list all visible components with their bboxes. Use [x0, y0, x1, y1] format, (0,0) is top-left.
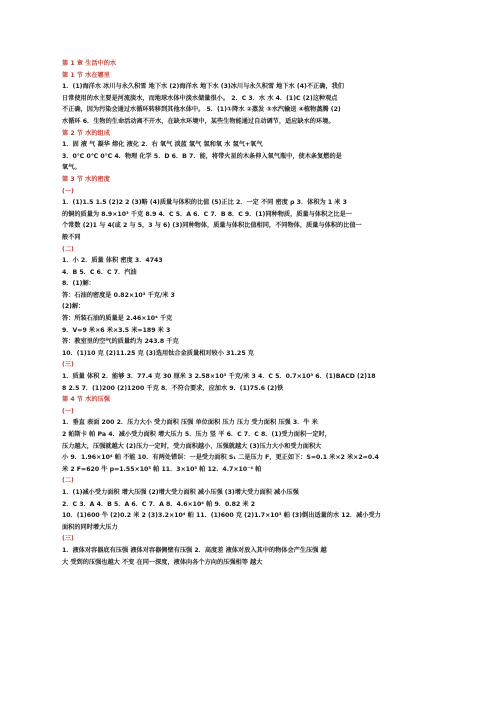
document-page: [62, 58, 436, 568]
answer-line: 2．C 3．A 4．B 5．A 6．C 7．A 8．4.6×10⁴ 帕 9．0.82 米 2: [62, 500, 256, 508]
answer-line: 8．(1)解：: [62, 280, 95, 288]
answer-line: 1．小 2．质量 体积 密度 3．4743: [62, 257, 163, 265]
answer-line: 小 9．1.96×10⁴ 帕 不能 10．有两处错误：一是受力面积 S₁ 二是压力 F，更正如下：S=0.1 米×2 米×2=0.4: [62, 454, 379, 462]
answer-line: 大 受到的压强也越大 不变 在同一深度，液体向各个方向的压强相等 越大: [62, 558, 263, 566]
answer-line: 水循环 6．生物的生命活动离不开水，在缺水环境中，某些生物能通过自动调节，适应缺水的环境。: [62, 117, 335, 125]
answer-line: 个常数 (2)1 与 4(或 2 与 5，3 与 6) (3)同种物体，质量与体积比值相同，不同物体，质量与体积的比值一: [62, 222, 362, 230]
answer-line: 10．(1)10 克 (2)11.25 克 (3)选用钛合金质量相对较小 31.25 克: [62, 349, 254, 357]
answer-line: 1．质量 体积 2．能够 3．77.4 克 30 厘米 3 2.58×10³ 千克/米 3 4．C 5．0.7×10³ 6．(1)BACD (2)18: [62, 373, 376, 381]
answer-line: 压力越大，压强就越大 (2)压力一定时，受力面积越小，压强就越大 (3)压力大小和受力面积大: [62, 442, 322, 450]
subsection-label: (三): [62, 535, 74, 543]
subsection-label: (一): [62, 407, 74, 415]
answer-line: 9．V=9 米×6 米×3.5 米=189 米 3: [62, 326, 171, 334]
answer-line: 日常使用的水主要是河流淡水，而地球水体中淡水储量很小。 2．C 3．水 水 4．(1)C (2)这种观点: [62, 94, 338, 102]
section-heading: 第 1 章 生活中的水: [62, 60, 117, 67]
subsection-label: (二): [62, 245, 74, 253]
answer-line: 氧气。: [62, 164, 81, 172]
answer-line: (2)解：: [62, 303, 85, 311]
answer-line: 1．固 液 气 凝华 熔化 液化 2．右 氧气 淡蓝 氢气 氢和氧 水 氢气+氧气: [62, 141, 263, 149]
answer-line: 3．0℃ 0℃ 0℃ 4．物理 化学 5．D 6．B 7．能，将带火星的木条伸入氧气瓶中，使木条复燃的是: [62, 152, 342, 160]
answer-line: 答：所装石油的质量是 2.46×10⁴ 千克: [62, 315, 173, 323]
section-heading: 第 2 节 水的组成: [62, 129, 110, 137]
answer-line: 8 2.5 7．(1)200 (2)1200 千克 8．不符合要求，应加水 9．(1)75.6 (2)铁: [62, 384, 284, 392]
subsection-label: (二): [62, 477, 74, 485]
answer-line: 米 2 F=620 牛 p=1.55×10³ 帕 11．3×10⁵ 帕 12．4.7×10⁻⁴ 帕: [62, 465, 262, 473]
answer-line: 面积的同时增大压力: [62, 523, 118, 531]
answer-line: 1．(1)海洋水 冰川与永久积雪 地下水 (2)海洋水 地下水 (3)冰川与永久积雪 地下水 (4)不正确，我们: [62, 83, 344, 91]
answer-line: 2 帕斯卡 帕 Pa 4．减小受力面积 增大压力 5．压力 竖 平 6．C 7．C 8．(1)受力面积一定时，: [62, 431, 331, 438]
section-heading: 第 1 节 水在哪里: [62, 71, 110, 79]
answer-line: 1．垂直 表面 200 2．压力大小 受力面积 压强 单位面积 压力 压力 受力面积 压强 3．牛 米: [62, 419, 318, 427]
answer-line: 10．(1)600 牛 (2)0.2 米 2 (3)3.2×10⁴ 帕 11．(1)600 克 (2)1.7×10³ 帕 (3)倒出适量的水 12．减小受力: [62, 512, 381, 520]
answer-line: 1．(1)减小受力面积 增大压强 (2)增大受力面积 减小压强 (3)增大受力面积 减小压强: [62, 488, 299, 496]
answer-line: 答：教室里的空气的质量约为 243.8 千克: [62, 338, 179, 346]
answer-line: 的铜的质量为 8.9×10³ 千克 8.9 4．C 5．A 6．C 7．B 8．C 9．(1)同种物质，质量与体积之比是一: [62, 210, 352, 218]
subsection-label: (一): [62, 187, 74, 195]
section-heading: 第 3 节 水的密度: [62, 175, 110, 183]
answer-line: 4．B 5．C 6．C 7．汽油: [62, 268, 137, 276]
answer-line: 1．液体对容器底有压强 液体对容器侧壁有压强 2．高度差 液体对放入其中的物体会产生压强 越: [62, 546, 327, 554]
answer-line: 般不同: [62, 233, 81, 241]
answer-line: 1．(1)1.5 1.5 (2)2 2 (3)略 (4)质量与体积的比值 (5)正比 2．一定 不同 密度 ρ 3．体积为 1 米 3: [62, 199, 347, 207]
subsection-label: (三): [62, 361, 74, 369]
section-heading: 第 4 节 水的压强: [62, 396, 110, 404]
answer-line: 不正确，因为污染会通过水循环转移到其他水体中。 5．(1)①降水 ②蒸发 ③水汽输送 ④植物蒸腾 (2): [62, 106, 341, 114]
answer-line: 答：石油的密度是 0.82×10³ 千克/米 3: [62, 291, 175, 299]
